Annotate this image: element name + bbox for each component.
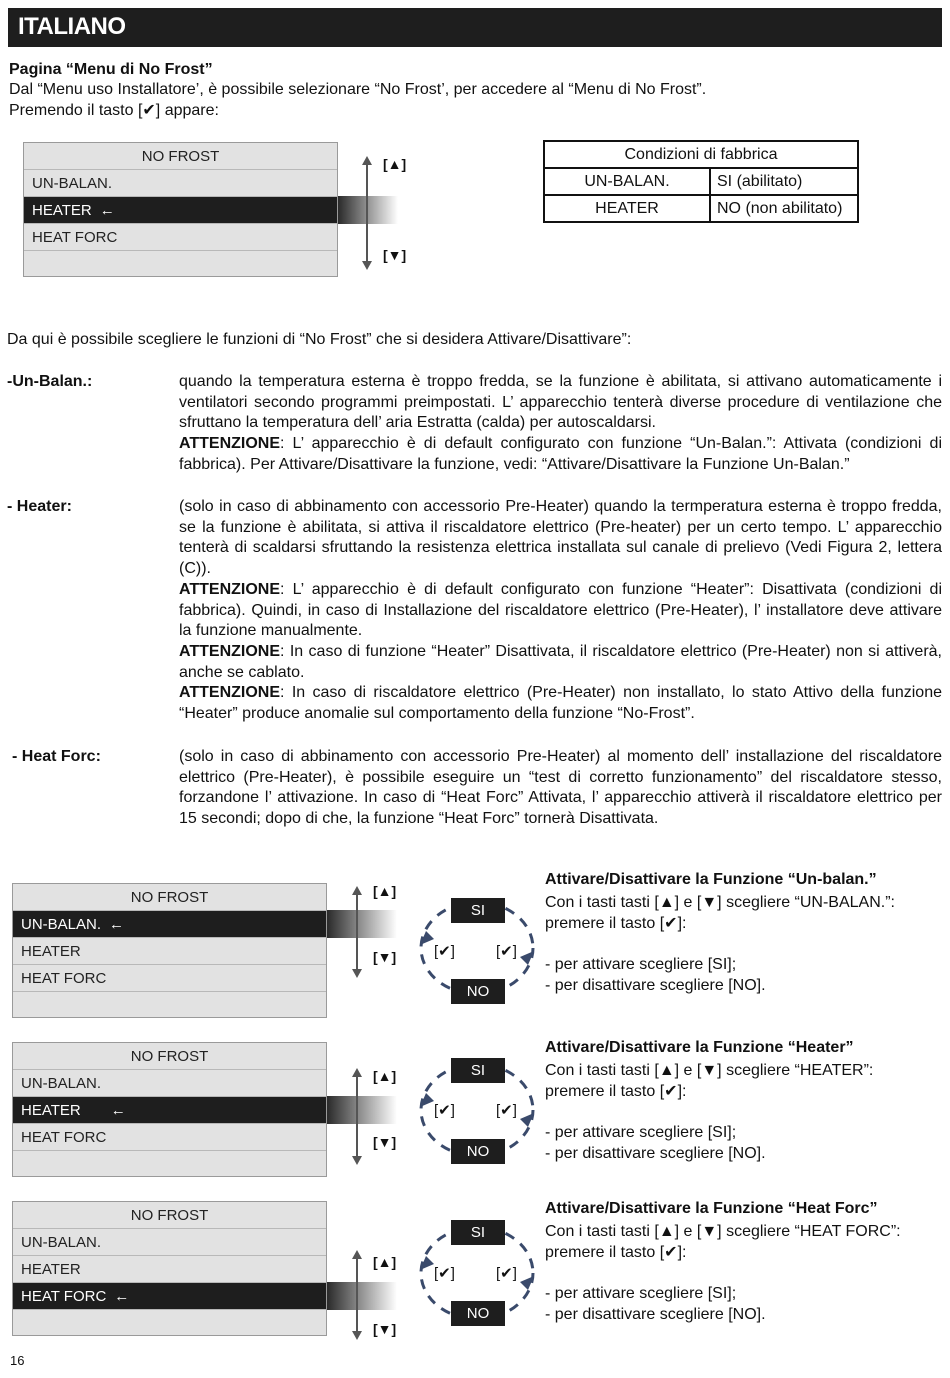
procedure-display-unbalan [12,883,327,1018]
function-desc-heater: (solo in caso di abbinamento con accessorio Pre-Heater) quando la termperatura esterna è troppo fredda, se la funzione è abilitata, si attiva il riscaldatore elettrico (Pre-heater) per un certo tempo. L’ apparecchio tenterà di scaldarsi sfruttando la resistenza elettrica installata sul canale di prelievo (Vedi Figura 2, lettera (C)). ATTENZIONE: L’ apparecchio è di default configurato con funzione “Heater”: Disattivata (condizioni di fabbrica). Quindi, in caso di Installazione del riscaldatore elettrico (Pre-Heater), l’ installatore deve attivare la funzione manualmente. ATTENZIONE: In caso di funzione “Heater” Disattivata, il riscaldatore elettrico (Pre-Heater) non si attiverà, anche se cablato. ATTENZIONE: In caso di riscaldatore elettrico (Pre-Heater) non installato, lo stato Attivo della funzione “Heater” produce anomalie sul comportamento della funzione “No-Frost”. [179,498,942,723]
ok-button-label[interactable]: [✔] [434,1265,455,1282]
scroll-line [366,163,368,261]
procedure-text-heatforc: Con i tasti tasti [▲] e [▼] scegliere “HEAT FORC”: premere il tasto [✔]: - per attivare scegliere [SI]; - per disattivare scegliere [NO]. [545,1223,901,1323]
procedure-display-heater [12,1042,327,1177]
menu-empty-row [24,251,337,278]
factory-settings-table [543,140,859,223]
warning-label: ATTENZIONE [179,642,281,660]
selection-gradient [338,196,398,224]
menu-title: NO FROST [13,1202,326,1229]
procedure-title-heater: Attivare/Disattivare la Funzione “Heater” [545,1039,854,1056]
language-title: ITALIANO [18,13,126,40]
factory-row-name: UN-BALAN. [544,168,710,195]
function-label-heatforc: - Heat Forc: [12,748,101,765]
scroll-down-arrow-icon [352,1331,362,1340]
intro-line-1: Dal “Menu uso Installatore’, è possibile selezionare “No Frost’, per accedere al “Menu di No Frost”. [9,81,707,98]
scroll-down-arrow-icon [352,1156,362,1165]
si-option[interactable]: SI [451,898,505,923]
function-label-unbalan: -Un-Balan.: [7,373,93,390]
ok-button-label[interactable]: [✔] [496,943,517,960]
selection-gradient [327,1096,397,1124]
selection-arrow-icon: ← [109,916,125,933]
warning-label: ATTENZIONE [179,435,281,453]
procedure-text-heater: Con i tasti tasti [▲] e [▼] scegliere “HEATER”: premere il tasto [✔]: - per attivare scegliere [SI]; - per disattivare scegliere [NO]. [545,1062,874,1162]
down-button-label[interactable]: [▼] [373,1321,397,1337]
selection-arrow-icon: ← [110,1102,126,1119]
menu-item-heatforc[interactable]: HEAT FORC ← [13,1283,326,1310]
scroll-up-arrow-icon [352,1068,362,1077]
up-button-label[interactable]: [▲] [373,1254,397,1270]
scroll-down-arrow-icon [362,261,372,270]
selection-gradient [327,910,397,938]
ok-button-label[interactable]: [✔] [434,943,455,960]
menu-item-heater[interactable]: HEATER ← [24,197,337,224]
menu-item-heatforc[interactable]: HEAT FORC [13,965,326,992]
menu-title: NO FROST [24,143,337,170]
menu-empty-row [13,1310,326,1337]
up-button-label[interactable]: [▲] [373,883,397,899]
page-number: 16 [10,1353,25,1368]
menu-title: NO FROST [13,1043,326,1070]
factory-row-value: NO (non abilitato) [710,195,858,222]
menu-item-heatforc[interactable]: HEAT FORC [13,1124,326,1151]
si-option[interactable]: SI [451,1220,505,1245]
up-button-label[interactable]: [▲] [383,156,407,172]
menu-item-heatforc[interactable]: HEAT FORC [24,224,337,251]
scroll-up-arrow-icon [362,156,372,165]
nofrost-menu-display [23,142,338,277]
function-label-heater: - Heater: [7,498,72,515]
menu-title: NO FROST [13,884,326,911]
lead-sentence: Da qui è possibile scegliere le funzioni di “No Frost” che si desidera Attivare/Disattivare”: [7,331,632,348]
menu-item-unbalan[interactable]: UN-BALAN. [24,170,337,197]
scroll-line [356,1076,358,1156]
ok-button-label[interactable]: [✔] [496,1102,517,1119]
procedure-title-heatforc: Attivare/Disattivare la Funzione “Heat Forc” [545,1200,878,1217]
si-option[interactable]: SI [451,1058,505,1083]
menu-item-unbalan[interactable]: UN-BALAN. [13,1229,326,1256]
function-desc-unbalan: quando la temperatura esterna è troppo fredda, se la funzione è abilitata, si attivano automaticamente i ventilatori secondo programmi preimpostati. L’ apparecchio tenterà diverse procedure di ventilazione che sfruttano la temperatura dell’ aria Estratta (calda) per autoscaldarsi. ATTENZIONE: L’ apparecchio è di default configurato con funzione “Un-Balan.”: Attivata (condizioni di fabbrica). Per Attivare/Disattivare la funzione, vedi: “Attivare/Disattivare la Funzione Un-Balan.” [179,373,942,473]
selection-arrow-icon: ← [114,1288,130,1305]
procedure-title-unbalan: Attivare/Disattivare la Funzione “Un-balan.” [545,871,877,888]
up-button-label[interactable]: [▲] [373,1068,397,1084]
scroll-down-arrow-icon [352,969,362,978]
no-option[interactable]: NO [451,1301,505,1326]
menu-empty-row [13,992,326,1019]
function-desc-heatforc: (solo in caso di abbinamento con accessorio Pre-Heater) al momento dell’ installazione del riscaldatore elettrico (Pre-Heater), è possibile eseguire un “test di corretto funzionamento” del riscaldatore stesso, forzandone l’ attivazione. In caso di “Heat Forc” Attivata, l’ apparecchio attiverà il riscaldatore elettrico per 15 secondi; dopo di che, la funzione “Heat Forc” tornerà Disattivata. [179,748,942,828]
down-button-label[interactable]: [▼] [383,247,407,263]
menu-item-heater[interactable]: HEATER [13,1256,326,1283]
ok-button-label[interactable]: [✔] [434,1102,455,1119]
selection-arrow-icon: ← [99,202,115,219]
warning-label: ATTENZIONE [179,580,281,598]
procedure-display-heatforc [12,1201,327,1336]
down-button-label[interactable]: [▼] [373,949,397,965]
factory-title: Condizioni di fabbrica [544,141,858,168]
scroll-line [356,1258,358,1333]
menu-item-heater[interactable]: HEATER ← [13,1097,326,1124]
menu-item-heater[interactable]: HEATER [13,938,326,965]
down-button-label[interactable]: [▼] [373,1134,397,1150]
menu-item-unbalan[interactable]: UN-BALAN. ← [13,911,326,938]
scroll-up-arrow-icon [352,886,362,895]
selection-gradient [327,1282,397,1310]
procedure-text-unbalan: Con i tasti tasti [▲] e [▼] scegliere “UN-BALAN.”: premere il tasto [✔]: - per attivare scegliere [SI]; - per disattivare scegliere [NO]. [545,894,895,994]
no-option[interactable]: NO [451,979,505,1004]
intro-line-2: Premendo il tasto [✔] appare: [9,102,219,119]
factory-row-value: SI (abilitato) [710,168,858,195]
language-banner [8,8,942,47]
intro-heading: Pagina “Menu di No Frost” [9,61,213,78]
warning-label: ATTENZIONE [179,684,281,702]
factory-row-name: HEATER [544,195,710,222]
menu-item-unbalan[interactable]: UN-BALAN. [13,1070,326,1097]
scroll-up-arrow-icon [352,1250,362,1259]
menu-empty-row [13,1151,326,1178]
no-option[interactable]: NO [451,1139,505,1164]
scroll-line [356,894,358,970]
ok-button-label[interactable]: [✔] [496,1265,517,1282]
